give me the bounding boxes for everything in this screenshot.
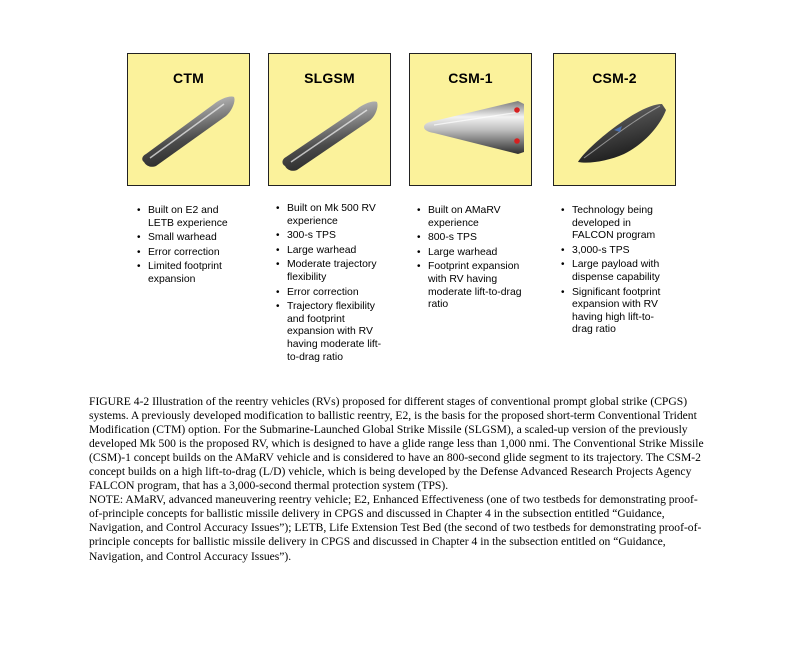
list-item: • Moderate trajectory flexibility [275,259,383,284]
csm2-bullets [560,205,672,339]
list-item: • Limited footprint expansion [136,261,236,286]
caption-text: FIGURE 4-2 Illustration of the reentry vehicles (RVs) proposed for different stages of conventional prompt global strike (CPGS) systems. A previously developed modification to ballistic reentry, E2, is the basis for the proposed short-term Conventional Trident Modification (CTM) option. For the Submarine-Launched Global Strike Missile (SLGSM), a scaled-up version of the previously developed Mk 500 is the proposed RV, which is designed to have a glide range less than 1,000 nmi. The Conventional Strike Missile (CSM)-1 concept builds on the AMaRV vehicle and is considered to have an 800-second glide segment to its trajectory. The CSM-2 concept builds on a high lift-to-drag (L/D) vehicle, which is being developed by the Defense Advanced Research Projects Agency FALCON program, that has a 3,000-second thermal protection system (TPS). [89,395,704,493]
figure-caption [89,395,709,564]
list-item: • Large payload with dispense capability [560,259,672,284]
list-item: • Trajectory flexibility and footprint expansion with RV having moderate lift-to-drag ratio [275,301,383,364]
slgsm-bullets [275,203,383,366]
ctm-bullets [136,205,236,289]
csm2-title: CSM-2 [592,70,637,86]
slgsm-vehicle-image [269,54,392,187]
csm1-title: CSM-1 [448,70,493,86]
list-item: • 800-s TPS [416,232,528,245]
slgsm-panel [268,53,391,186]
list-item: • Built on Mk 500 RV experience [275,203,383,228]
list-item: • Built on E2 and LETB experience [136,205,236,230]
list-item: • Footprint expansion with RV having moderate lift-to-drag ratio [416,261,528,311]
list-item: • 300-s TPS [275,230,383,243]
list-item: • Error correction [136,247,236,260]
csm2-vehicle-image [554,54,677,187]
csm1-vehicle-image [410,54,533,187]
ctm-vehicle-image [128,54,251,187]
caption-note: NOTE: AMaRV, advanced maneuvering reentry vehicle; E2, Enhanced Effectiveness (one of two testbeds for demonstrating proof-of-principle concepts for ballistic missile delivery in CPGS and discussed in Chapter 4 in the subsection entitled “Guidance, Navigation, and Control Accuracy Issues”); LETB, Life Extension Test Bed (the second of two testbeds for demonstrating proof-of-principle concepts for ballistic missile delivery in CPGS and discussed in Chapter 4 in the subsection entitled on “Guidance, Navigation, and Control Accuracy Issues”). [89,493,702,563]
list-item: • Large warhead [275,245,383,258]
ctm-panel [127,53,250,186]
list-item: • Technology being developed in FALCON program [560,205,672,243]
slgsm-title: SLGSM [304,70,355,86]
list-item: • Significant footprint expansion with RV having high lift-to-drag ratio [560,287,672,337]
list-item: • Built on AMaRV experience [416,205,528,230]
list-item: • Error correction [275,287,383,300]
list-item: • Small warhead [136,232,236,245]
csm2-panel [553,53,676,186]
list-item: • 3,000-s TPS [560,245,672,258]
csm1-panel [409,53,532,186]
list-item: • Large warhead [416,247,528,260]
ctm-title: CTM [173,70,204,86]
fin-marker-icon [514,107,520,113]
csm1-bullets [416,205,528,314]
fin-marker-icon [514,138,520,144]
